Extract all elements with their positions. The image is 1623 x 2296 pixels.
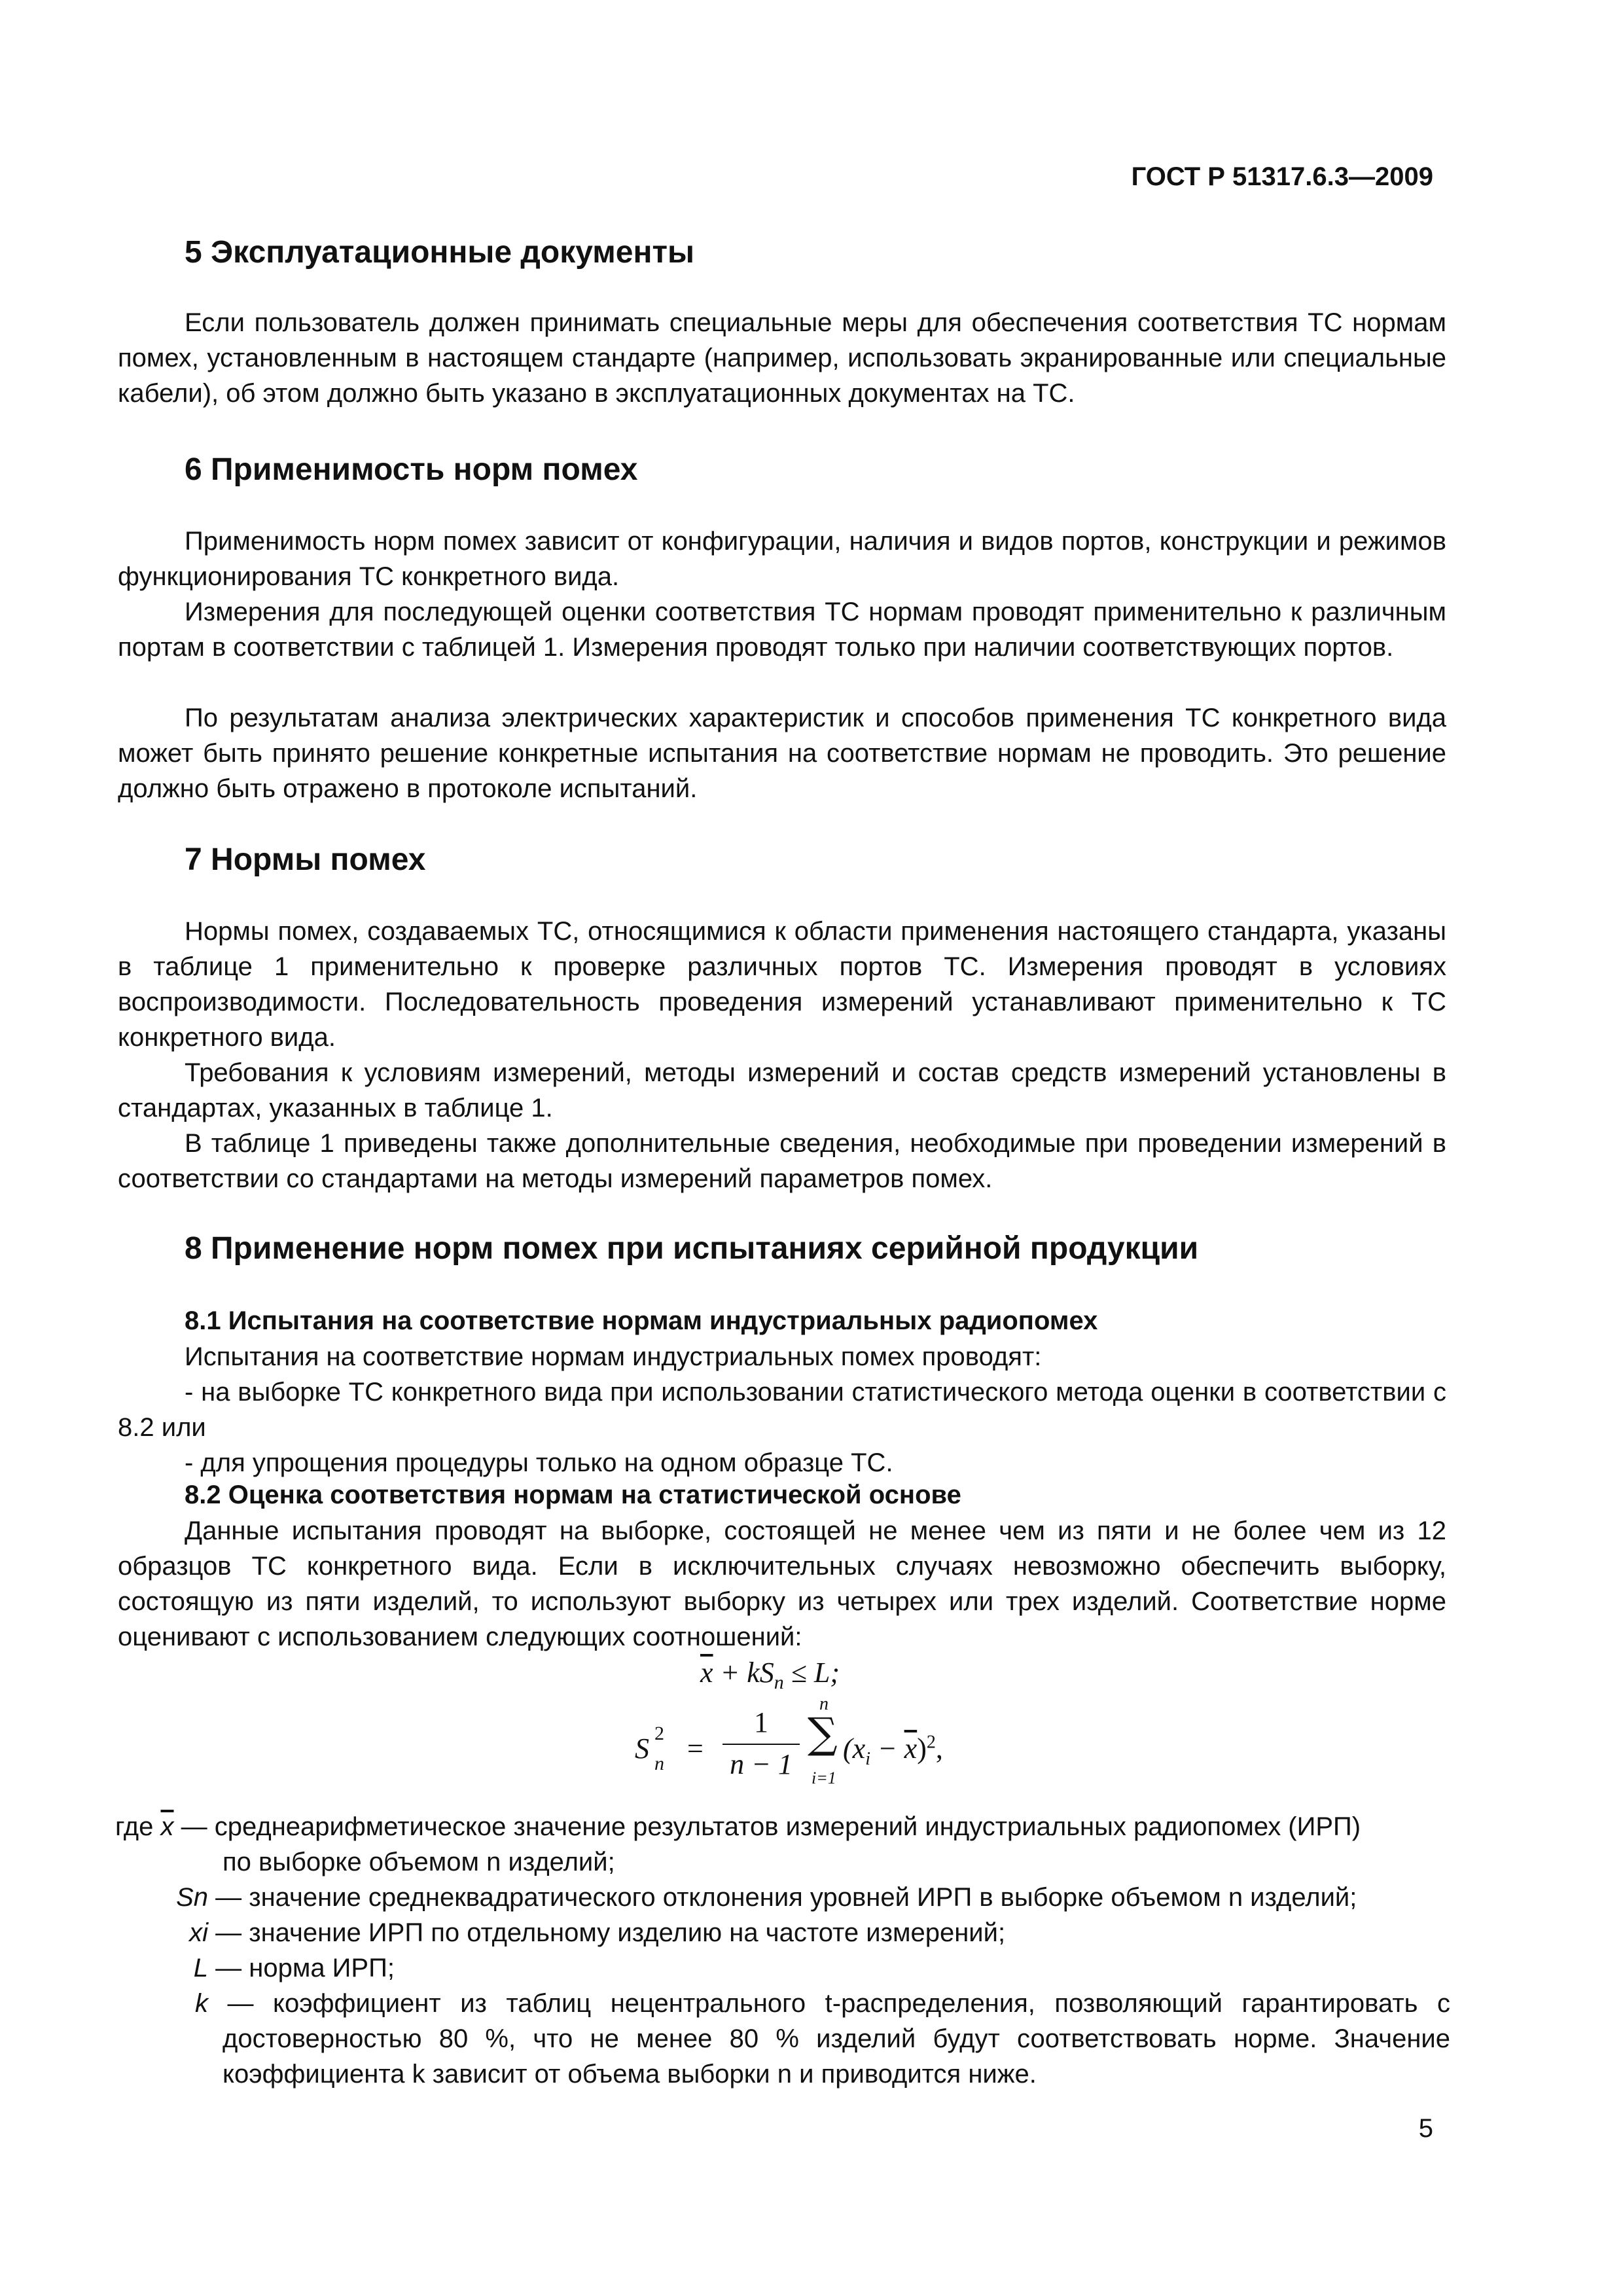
formula-fraction-numerator: 1 xyxy=(754,1706,768,1738)
formula-fraction-denominator: n − 1 xyxy=(730,1748,793,1780)
formula-sn-sub: n xyxy=(774,1671,784,1693)
formula-x-bar: $\overline{x}$ xyxy=(700,1657,713,1689)
section-8-title: 8 Применение норм помех при испытаниях серийной продукции xyxy=(185,1231,1199,1266)
definition-continuation: по выборке объемом n изделий; xyxy=(223,1848,615,1876)
section-5-title: 5 Эксплуатационные документы xyxy=(185,235,694,270)
definition-text: — значение среднеквадратического отклонения уровней ИРП в выборке объемом n изделий; xyxy=(215,1883,1357,1912)
formula-minus: − xyxy=(870,1732,904,1765)
formula-ks: + kS xyxy=(713,1657,774,1689)
formula-fraction-bar xyxy=(722,1744,800,1745)
page-number: 5 xyxy=(1418,2114,1433,2143)
section-7-title: 7 Нормы помех xyxy=(185,842,426,877)
definition-text: — коэффициент из таблиц нецентрального t-распределения, позволяющий гарантировать с достоверностью 80 %, что не менее 80 % изделий будут соответствовать норме. Значение коэффициента k зависит от объема выборки n и приводится ниже. xyxy=(223,1989,1450,2089)
section-6-paragraph-3: По результатам анализа электрических характеристик и способов применения ТС конкретного вида может быть принято решение конкретные испытания на соответствие нормам не проводить. Это решение должно быть отражено в протоколе испытаний. xyxy=(118,704,1446,803)
definition-symbol: L xyxy=(193,1954,208,1982)
definition-x-bar xyxy=(115,1809,1450,1844)
document-id-header: ГОСТ Р 51317.6.3—2009 xyxy=(1131,162,1433,191)
definition-prefix: где $\overline{x}$ xyxy=(115,1812,174,1841)
section-7-paragraph-1: Нормы помех, создаваемых ТС, относящимися к области применения настоящего стандарта, указаны в таблице 1 применительно к проверке различных портов ТС. Измерения проводят в условиях воспроизводимости. Последовательность проведения измерений устанавливают применительно к ТС конкретного вида. xyxy=(118,917,1446,1052)
definition-symbol: xi xyxy=(189,1918,208,1947)
formula-sum-top: n xyxy=(819,1694,829,1714)
subsection-8-2-title: 8.2 Оценка соответствия нормам на статистической основе xyxy=(185,1480,961,1509)
subsection-8-2-paragraph-1: Данные испытания проводят на выборке, состоящей не менее чем из пяти и не более чем из 12 образцов ТС конкретного вида. Если в исключительных случаях невозможно обеспечить выборку, состоящую из пяти изделий, то используют выборку из четырех или трех изделий. Соответствие норме оценивают с использованием следующих соотношений: xyxy=(118,1516,1446,1651)
section-7-paragraph-3: В таблице 1 приведены также дополнительные сведения, необходимые при проведении измерений в соответствии со стандартами на методы измерений параметров помех. xyxy=(118,1129,1446,1193)
formula-inequality xyxy=(700,1656,840,1694)
definition-sn xyxy=(115,1880,1450,1915)
section-6-title: 6 Применимость норм помех xyxy=(185,452,638,487)
formula-s-sup: 2 xyxy=(654,1723,664,1744)
definition-symbol: k xyxy=(195,1989,208,2018)
subsection-8-1-title: 8.1 Испытания на соответствие нормам индустриальных радиопомех xyxy=(185,1306,1098,1335)
symbol-definitions xyxy=(115,1809,1450,2092)
formula-s-sub: n xyxy=(654,1753,664,1774)
formula-x-bar-2: $\overline{x}$ xyxy=(904,1732,918,1765)
formula-comma: , xyxy=(935,1732,943,1765)
definition-symbol: Sn xyxy=(176,1883,208,1912)
formula-sum-sign: ∑ xyxy=(808,1710,838,1758)
formula-close-paren: ) xyxy=(917,1732,927,1765)
subsection-8-1-list-item-1: - на выборке ТС конкретного вида при использовании статистического метода оценки в соответствии с 8.2 или xyxy=(118,1378,1446,1442)
definition-text: — среднеарифметическое значение результатов измерений индустриальных радиопомех (ИРП) xyxy=(181,1812,1361,1841)
subsection-8-1-intro: Испытания на соответствие нормам индустриальных помех проводят: xyxy=(185,1342,1042,1371)
definition-k xyxy=(115,1986,1450,2092)
formula-open-paren-x: (x xyxy=(843,1732,866,1765)
formula-xi-sub: i xyxy=(865,1748,870,1769)
definition-l xyxy=(115,1950,1450,1986)
formula-close-sup: 2 xyxy=(926,1732,936,1753)
section-6-paragraph-1: Применимость норм помех зависит от конфигурации, наличия и видов портов, конструкции и режимов функционирования ТС конкретного вида. xyxy=(118,527,1446,591)
definition-text: — норма ИРП; xyxy=(215,1954,395,1982)
formula-sum-bottom: i=1 xyxy=(812,1768,836,1787)
definition-text: — значение ИРП по отдельному изделию на частоте измерений; xyxy=(215,1918,1006,1947)
section-6-paragraph-2: Измерения для последующей оценки соответствия ТС нормам проводят применительно к различным портам в соответствии с таблицей 1. Измерения проводят только при наличии соответствующих портов. xyxy=(118,598,1446,662)
section-7-paragraph-2: Требования к условиям измерений, методы измерений и состав средств измерений установлены в стандартах, указанных в таблице 1. xyxy=(118,1058,1446,1122)
formula-s: S xyxy=(635,1732,649,1765)
formula-sum-body xyxy=(843,1732,943,1770)
formula-equals: = xyxy=(687,1732,704,1765)
subsection-8-1-list-item-2: - для упрощения процедуры только на одном образце ТС. xyxy=(185,1448,893,1477)
formula-le-l: ≤ L; xyxy=(783,1657,840,1689)
section-5-paragraph-1: Если пользователь должен принимать специальные меры для обеспечения соответствия ТС нормам помех, установленным в настоящем стандарте (например, использовать экранированные или специальные кабели), об этом должно быть указано в эксплуатационных документах на ТС. xyxy=(118,308,1446,408)
formula-std-deviation xyxy=(635,1694,975,1791)
definition-xi xyxy=(115,1915,1450,1950)
